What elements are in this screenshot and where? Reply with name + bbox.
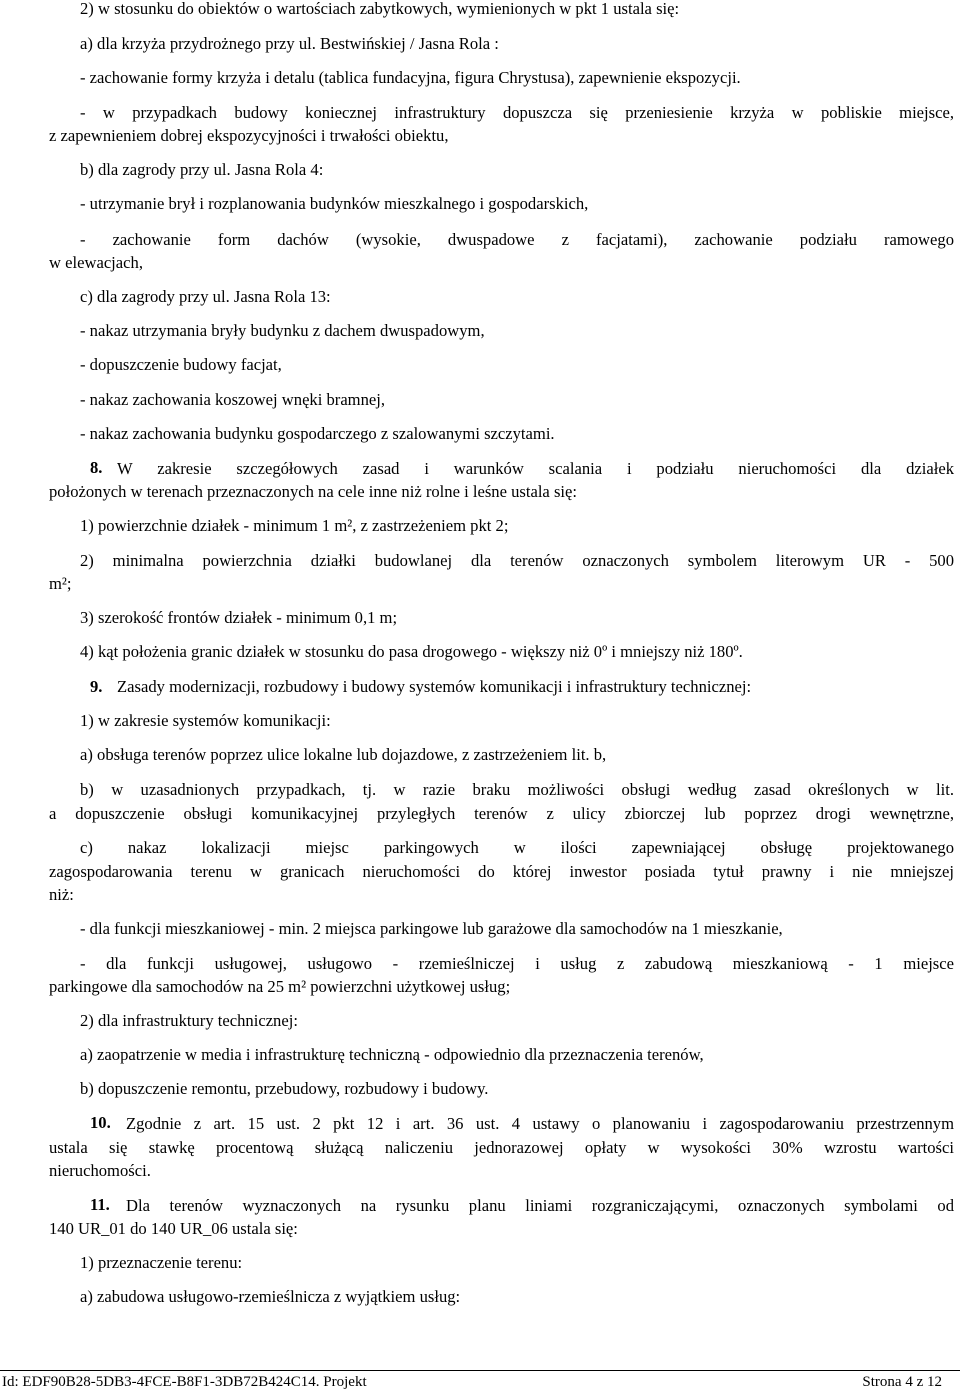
text-line: Zasady modernizacji, rozbudowy i budowy systemów komunikacji i infrastruktury technicznej: [117, 677, 752, 696]
text-line: Dla terenów wyznaczonych na rysunku planu liniami rozgraniczającymi, oznaczonych symbolami od [126, 1196, 954, 1215]
text-line: 1) przeznaczenie terenu: [80, 1253, 243, 1272]
text-line: a) dla krzyża przydrożnego przy ul. Bestwińskiej / Jasna Rola : [80, 34, 499, 53]
text-line: 2) w stosunku do obiektów o wartościach zabytkowych, wymienionych w pkt 1 ustala się: [80, 0, 680, 18]
text-line: b) w uzasadnionych przypadkach, tj. w razie braku możliwości obsługi według zasad określonych w lit. [80, 780, 954, 799]
text-line: 4) kąt położenia granic działek w stosunku do pasa drogowego - większy niż 0º i mniejszy niż 180º. [80, 642, 743, 661]
text-line: c) dla zagrody przy ul. Jasna Rola 13: [80, 287, 331, 306]
text-line: - zachowanie formy krzyża i detalu (tablica fundacyjna, figura Chrystusa), zapewnienie ekspozycji. [80, 68, 741, 87]
text-line: w elewacjach, [49, 253, 143, 272]
text-line: 140 UR_01 do 140 UR_06 ustala się: [49, 1219, 298, 1238]
section-number: 10. [90, 1113, 111, 1132]
section-number: 11. [90, 1195, 110, 1214]
text-line: Zgodnie z art. 15 ust. 2 pkt 12 i art. 36 ust. 4 ustawy o planowaniu i zagospodarowaniu przestrzennym [126, 1114, 954, 1133]
text-line: - nakaz utrzymania bryły budynku z dachem dwuspadowym, [80, 321, 485, 340]
text-line: 1) w zakresie systemów komunikacji: [80, 711, 331, 730]
text-line: c) nakaz lokalizacji miejsc parkingowych w ilości zapewniającej obsługę projektowanego [80, 838, 954, 857]
text-line: - dla funkcji mieszkaniowej - min. 2 miejsca parkingowe lub garażowe dla samochodów na 1 mieszkanie, [80, 919, 783, 938]
text-line: b) dopuszczenie remontu, przebudowy, rozbudowy i budowy. [80, 1079, 489, 1098]
text-line: m²; [49, 574, 72, 593]
text-line: niż: [49, 885, 74, 904]
text-line: - w przypadkach budowy koniecznej infrastruktury dopuszcza się przeniesienie krzyża w pobliskie miejsce, [80, 103, 954, 122]
text-line: parkingowe dla samochodów na 25 m² powierzchni użytkowej usług; [49, 977, 511, 996]
text-line: położonych w terenach przeznaczonych na cele inne niż rolne i leśne ustala się: [49, 482, 577, 501]
text-line: W zakresie szczegółowych zasad i warunków scalania i podziału nieruchomości dla działek [117, 459, 954, 478]
text-line: - dla funkcji usługowej, usługowo - rzemieślniczej i usług z zabudową mieszkaniową - 1 miejsce [80, 954, 954, 973]
text-line: - zachowanie form dachów (wysokie, dwuspadowe z facjatami), zachowanie podziału ramowego [80, 230, 954, 249]
text-line: b) dla zagrody przy ul. Jasna Rola 4: [80, 160, 324, 179]
text-line: a dopuszczenie obsługi komunikacyjnej przyległych terenów z ulicy zbiorczej lub poprzez drogi wewnętrzne, [49, 804, 954, 823]
text-line: a) zaopatrzenie w media i infrastrukturę techniczną - odpowiednio dla przeznaczenia terenów, [80, 1045, 704, 1064]
text-line: 3) szerokość frontów działek - minimum 0,1 m; [80, 608, 398, 627]
text-line: a) obsługa terenów poprzez ulice lokalne lub dojazdowe, z zastrzeżeniem lit. b, [80, 745, 607, 764]
text-line: zagospodarowania terenu w granicach nieruchomości do której inwestor posiada tytuł prawny i nie mniejszej [49, 862, 954, 881]
text-line: a) zabudowa usługowo-rzemieślnicza z wyjątkiem usług: [80, 1287, 461, 1306]
text-line: - utrzymanie brył i rozplanowania budynków mieszkalnego i gospodarskich, [80, 194, 589, 213]
section-number: 9. [90, 677, 103, 696]
section-number: 8. [90, 458, 103, 477]
text-line: ustala się stawkę procentową służącą naliczeniu jednorazowej opłaty w wysokości 30% wzrostu wartości [49, 1138, 954, 1157]
text-line: 2) minimalna powierzchnia działki budowlanej dla terenów oznaczonych symbolem literowym UR - 500 [80, 551, 954, 570]
text-line: nieruchomości. [49, 1161, 151, 1180]
document-id: Id: EDF90B28-5DB3-4FCE-B8F1-3DB72B424C14. Projekt [2, 1374, 367, 1390]
text-line: - nakaz zachowania koszowej wnęki bramnej, [80, 390, 386, 409]
page-footer [0, 1370, 960, 1392]
text-line: 2) dla infrastruktury technicznej: [80, 1011, 298, 1030]
text-line: - dopuszczenie budowy facjat, [80, 355, 282, 374]
text-line: - nakaz zachowania budynku gospodarczego z szalowanymi szczytami. [80, 424, 555, 443]
text-line: 1) powierzchnie działek - minimum 1 m², z zastrzeżeniem pkt 2; [80, 516, 509, 535]
text-line: z zapewnieniem dobrej ekspozycyjności i trwałości obiektu, [49, 126, 449, 145]
page-number: Strona 4 z 12 [862, 1374, 942, 1390]
